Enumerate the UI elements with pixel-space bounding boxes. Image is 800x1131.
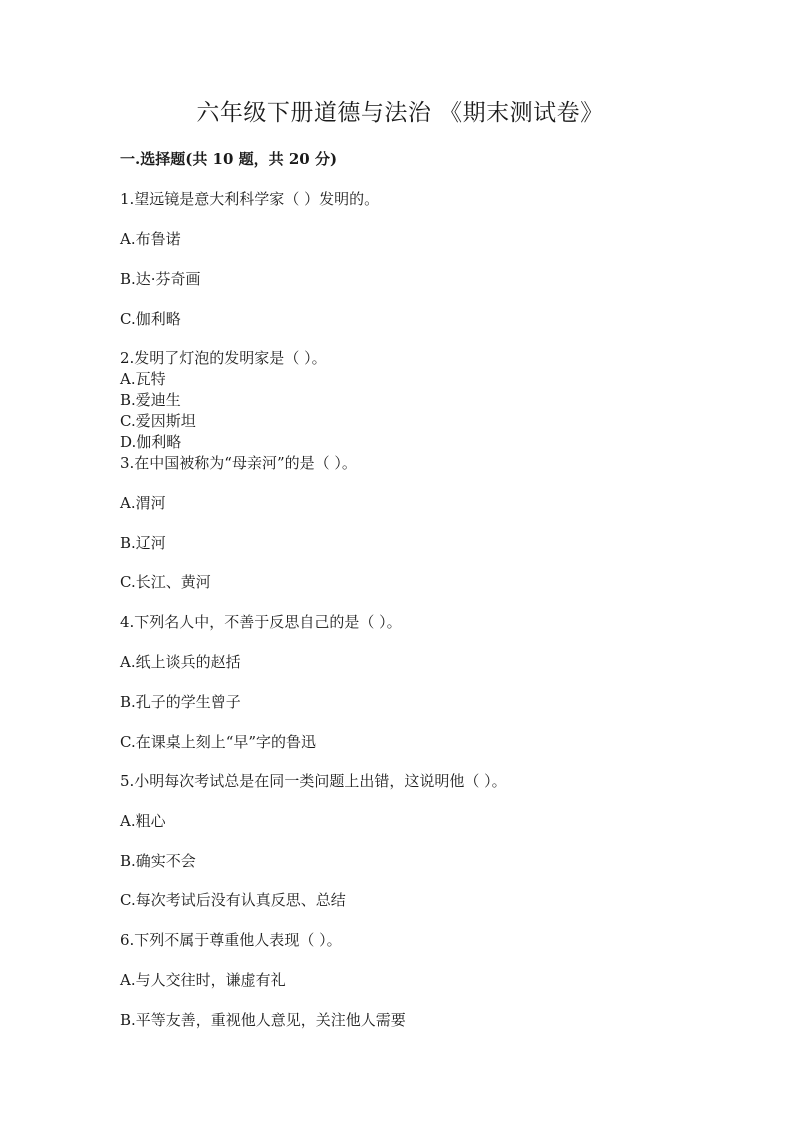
q3-option-a: A.渭河 [120,494,166,512]
q2-option-a: A.瓦特 [120,370,166,388]
q6-option-b: B.平等友善，重视他人意见，关注他人需要 [120,1011,406,1029]
q4-option-c: C.在课桌上刻上“早”字的鲁迅 [120,733,317,751]
q2-option-d: D.伽利略 [120,433,182,451]
q3-option-c: C.长江、黄河 [120,573,211,591]
q2-option-c: C.爱因斯坦 [120,412,196,430]
q5-option-c: C.每次考试后没有认真反思、总结 [120,891,346,909]
question-1: 1.望远镜是意大利科学家（ ）发明的。 [120,190,380,208]
question-5: 5.小明每次考试总是在同一类问题上出错，这说明他（ ）。 [120,772,507,790]
q1-option-c: C.伽利略 [120,310,181,328]
question-2: 2.发明了灯泡的发明家是（ ）。 [120,349,327,367]
question-6: 6.下列不属于尊重他人表现（ ）。 [120,931,342,949]
q1-option-b: B.达·芬奇画 [120,270,201,288]
page-title: 六年级下册道德与法治 《期末测试卷》 [196,100,604,126]
question-4: 4.下列名人中，不善于反思自己的是（ ）。 [120,613,402,631]
q4-option-b: B.孔子的学生曾子 [120,693,241,711]
q2-option-b: B.爱迪生 [120,391,181,409]
q6-option-a: A.与人交往时，谦虚有礼 [120,971,286,989]
q5-option-b: B.确实不会 [120,852,196,870]
q1-option-a: A.布鲁诺 [120,230,181,248]
section-heading: 一.选择题(共 10 题，共 20 分) [120,150,338,168]
q4-option-a: A.纸上谈兵的赵括 [120,653,241,671]
q3-option-b: B.辽河 [120,534,166,552]
question-3: 3.在中国被称为“母亲河”的是（ ）。 [120,454,357,472]
q5-option-a: A.粗心 [120,812,166,830]
